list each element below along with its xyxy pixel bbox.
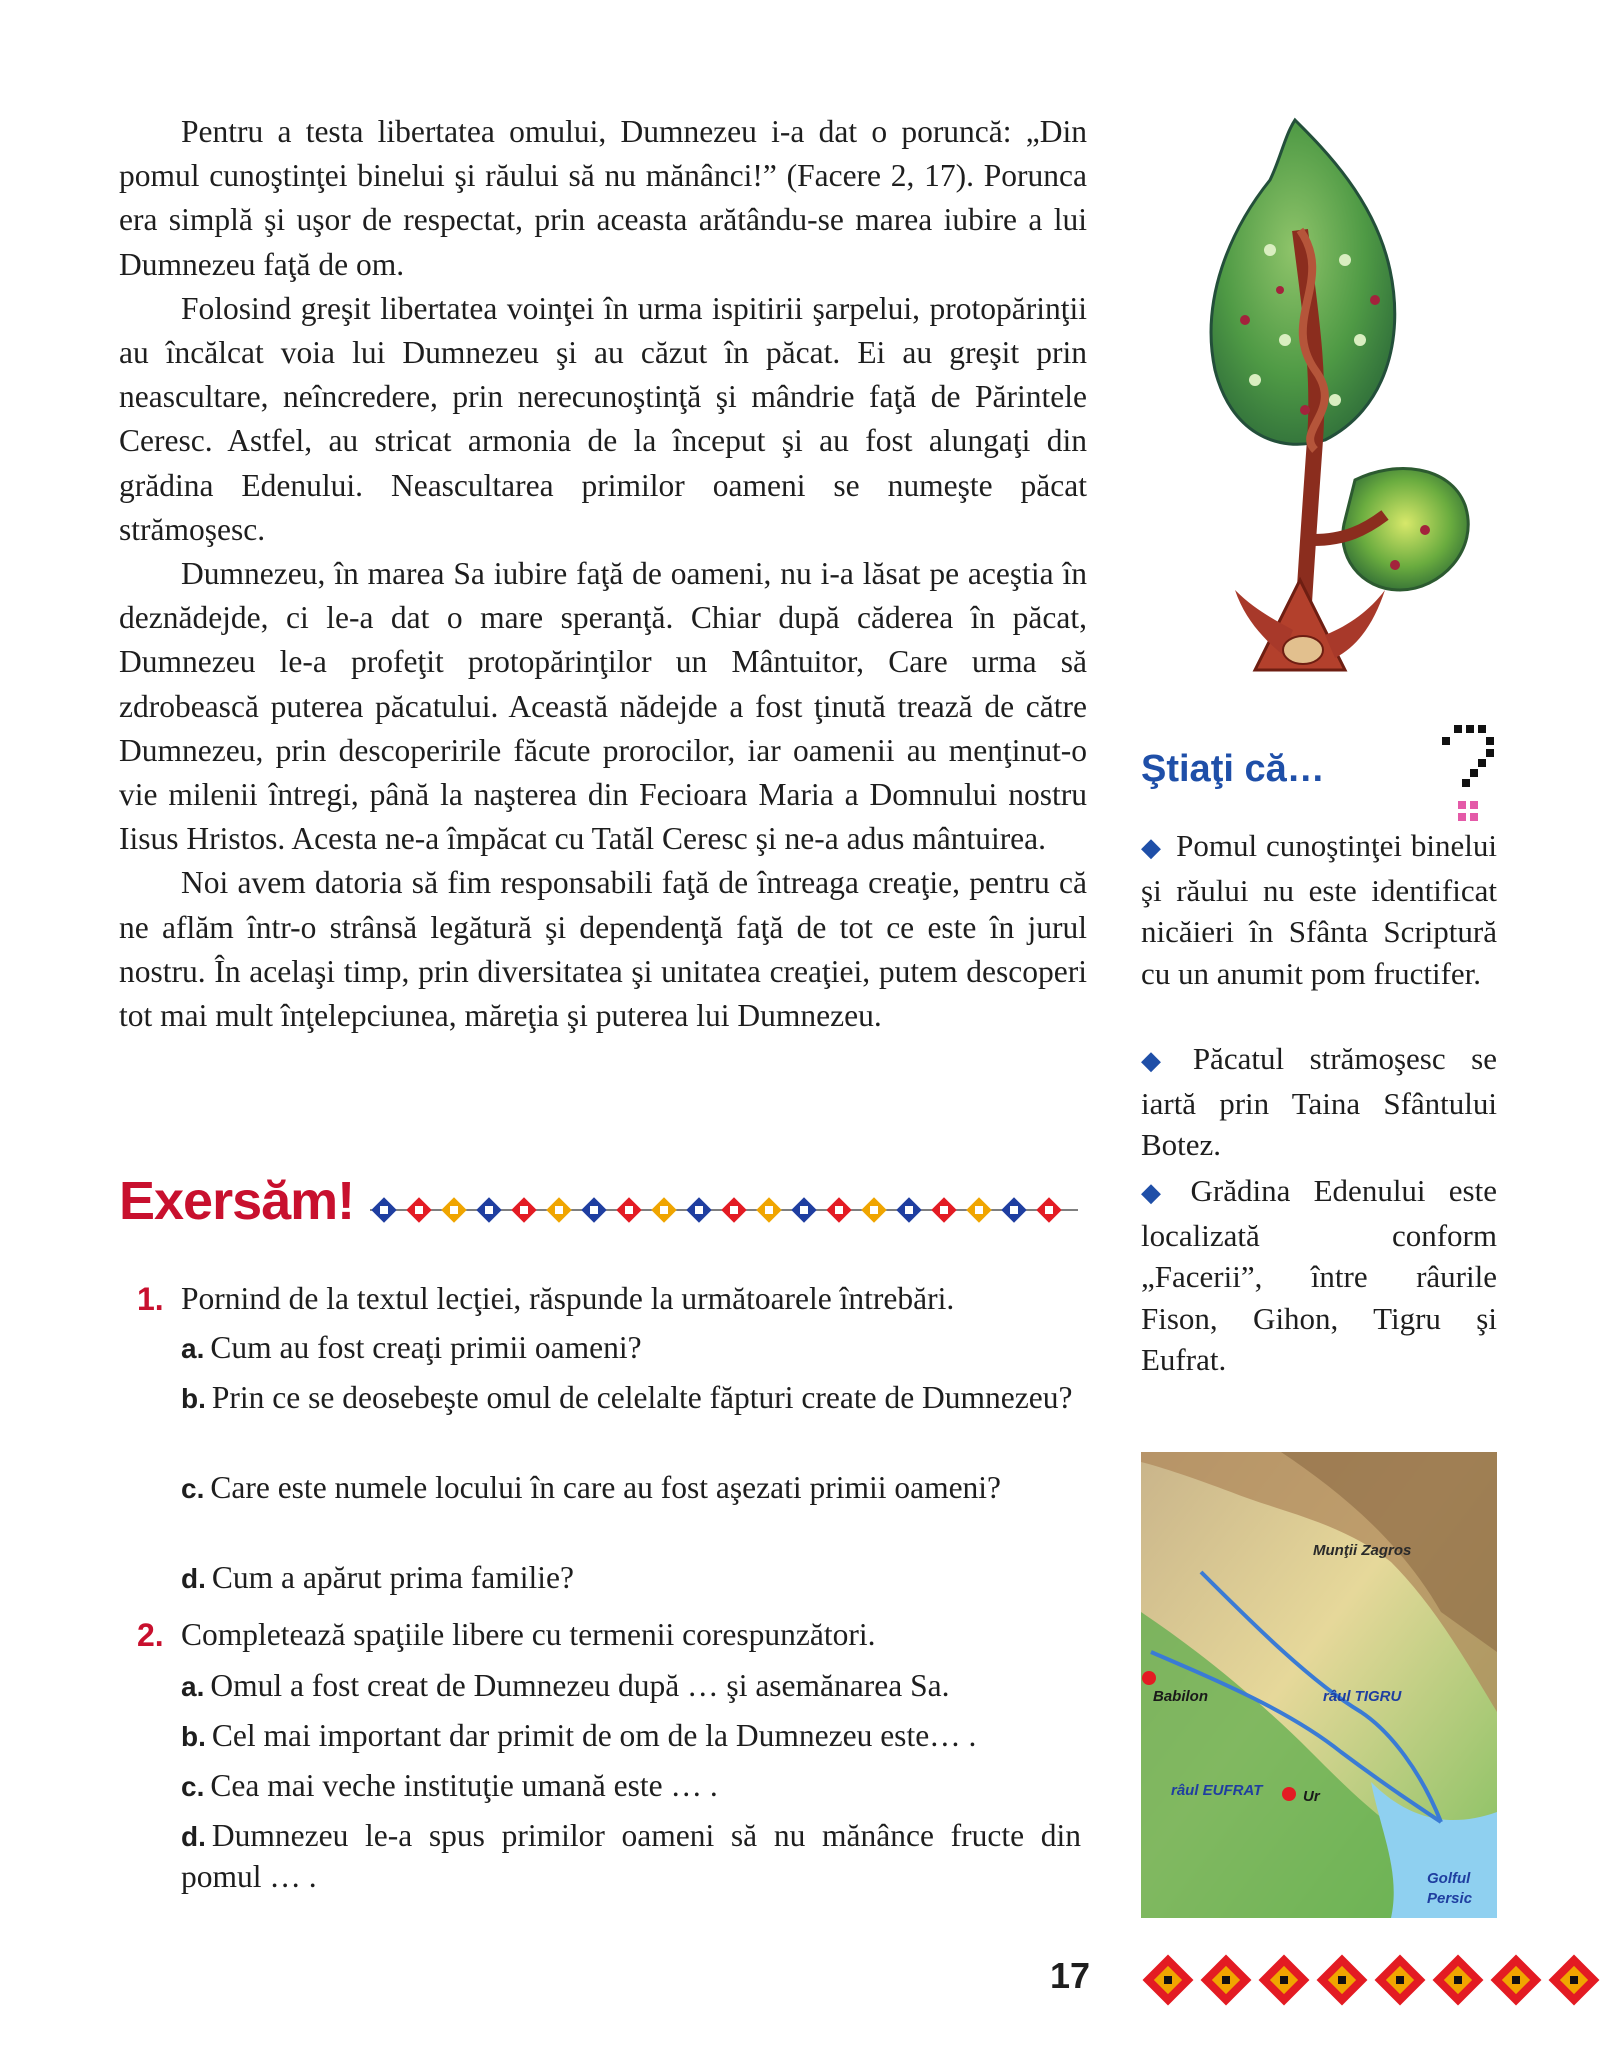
diamond-bullet-icon: ◆ [1141, 1178, 1177, 1208]
embroidery-band-icon [370, 1188, 1078, 1232]
paragraph-1: Pentru a testa libertatea omului, Dumnezeu i-a dat o poruncă: „Din pomul cunoştinţei binelui şi răului să nu mănânci!” (Facere 2, 17). Porunca era simplă şi uşor de respectat, prin aceasta arătându-se marea iubire a lui Dumnezeu faţă de om. [119, 114, 1087, 282]
fact-text: Păcatul strămoşesc se iartă prin Taina Sfântului Botez. [1141, 1041, 1498, 1162]
lesson-body [119, 110, 1087, 1038]
diamond-bullet-icon: ◆ [1141, 833, 1163, 863]
sub-text: Dumnezeu le-a spus primilor oameni să nu mănânce fructe din pomul … . [181, 1818, 1081, 1894]
sub-text: Cea mai veche instituţie umană este … . [210, 1768, 718, 1803]
exercise-1b [181, 1378, 1081, 1419]
fact-3 [1141, 1170, 1497, 1381]
sub-letter: a. [181, 1671, 205, 1702]
exercise-heading: Exersăm! [119, 1171, 355, 1231]
fact-text: Pomul cunoştinţei binelui şi răului nu este identificat nicăieri în Sfânta Scriptură cu un anumit pom fructifer. [1141, 828, 1497, 991]
exercise-number: 2. [137, 1617, 164, 1653]
diamond-bullet-icon: ◆ [1141, 1046, 1179, 1076]
sub-text: Care este numele locului în care au fost aşezati primii oameni? [210, 1470, 1002, 1505]
fact-1 [1141, 825, 1497, 994]
paragraph-3: Dumnezeu, în marea Sa iubire faţă de oameni, nu i-a lăsat pe aceştia în deznădejde, ci le-a dat o mare speranţă. Chiar după căderea în păcat, Dumnezeu le-a profeţit protopărinţilor un Mântuitor, Care urma să zdrobească puterea păcatului. Această nădejde a fost ţinută trează de către Dumnezeu, prin descoperirile făcute prorocilor, iar oamenii au menţinut-o vie milenii întregi, până la naşterea din Fecioara Maria a Domnului nostru Iisus Hristos. Acesta ne-a împăcat cu Tatăl Ceresc şi ne-a adus mântuirea. [119, 556, 1087, 857]
sub-letter: b. [181, 1721, 206, 1752]
sub-text: Prin ce se deosebeşte omul de celelalte făpturi create de Dumnezeu? [211, 1380, 1073, 1415]
fact-text: Grădina Edenului este localizată conform „Facerii”, între râurile Fison, Gihon, Tigru şi Eufrat. [1141, 1173, 1497, 1377]
map-label-gulf-1: Golful [1427, 1870, 1471, 1887]
sub-text: Cum au fost creaţi primii oameni? [210, 1330, 642, 1365]
exercise-2d [181, 1816, 1081, 1897]
map-terrain-icon [1141, 1452, 1497, 1918]
sidebar-title: Ştiaţi că… [1141, 748, 1325, 790]
tree-of-knowledge-icon [1175, 110, 1475, 690]
exercise-question: Pornind de la textul lecţiei, răspunde la următoarele întrebări. [181, 1281, 955, 1316]
page-number: 17 [1050, 1955, 1091, 1996]
sub-text: Cel mai important dar primit de om de la Dumnezeu este… . [211, 1718, 977, 1753]
paragraph-2: Folosind greşit libertatea voinţei în urma ispitirii şarpelui, protopărinţii au încălcat voia lui Dumnezeu şi au căzut în păcat. Ei au greşit prin neascultare, neîncredere, prin nerecunoştinţă şi mândrie faţă de Părintele Ceresc. Astfel, au stricat armonia de la început şi au fost alungaţi din grădina Edenului. Neascultarea primilor oameni se numeşte păcat strămoşesc. [119, 290, 1087, 547]
sub-text: Omul a fost creat de Dumnezeu după … şi asemănarea Sa. [210, 1668, 950, 1703]
map-label-babylon: Babilon [1153, 1688, 1208, 1705]
sub-text: Cum a apărut prima familie? [211, 1560, 575, 1595]
map-label-euphrates: râul EUFRAT [1171, 1782, 1263, 1799]
exercise-2c [181, 1766, 1087, 1807]
exercise-question: Completează spaţiile libere cu termenii corespunzători. [181, 1617, 876, 1652]
sub-letter: d. [181, 1821, 206, 1852]
map-label-tigris: râul TIGRU [1323, 1688, 1402, 1705]
sub-letter: a. [181, 1333, 205, 1364]
sub-letter: b. [181, 1383, 206, 1414]
exercise-2a [181, 1666, 1087, 1707]
sub-letter: d. [181, 1563, 206, 1594]
footer-embroidery-icon [1140, 1950, 1614, 2010]
fact-2 [1141, 1038, 1497, 1166]
exercise-number: 1. [137, 1281, 164, 1317]
map-label-gulf-2: Persic [1427, 1890, 1473, 1907]
eden-region-map [1141, 1452, 1497, 1918]
exercise-2b [181, 1716, 1087, 1757]
exercise-1d [181, 1558, 1087, 1599]
sub-letter: c. [181, 1473, 205, 1504]
exercise-1c [181, 1468, 1081, 1509]
exercise-1a [181, 1328, 1087, 1369]
paragraph-4: Noi avem datoria să fim responsabili faţă de întreaga creaţie, pentru că ne aflăm într-o strânsă legătură şi dependenţă faţă de tot ce este în jurul nostru. În acelaşi timp, prin diversitatea şi unitatea creaţiei, putem descoperi tot mai mult înţelepciunea, măreţia şi puterea lui Dumnezeu. [119, 865, 1087, 1034]
sub-letter: c. [181, 1771, 205, 1802]
map-label-ur: Ur [1303, 1788, 1320, 1805]
map-label-zagros: Munţii Zagros [1313, 1542, 1412, 1559]
question-mark-icon [1440, 725, 1496, 825]
